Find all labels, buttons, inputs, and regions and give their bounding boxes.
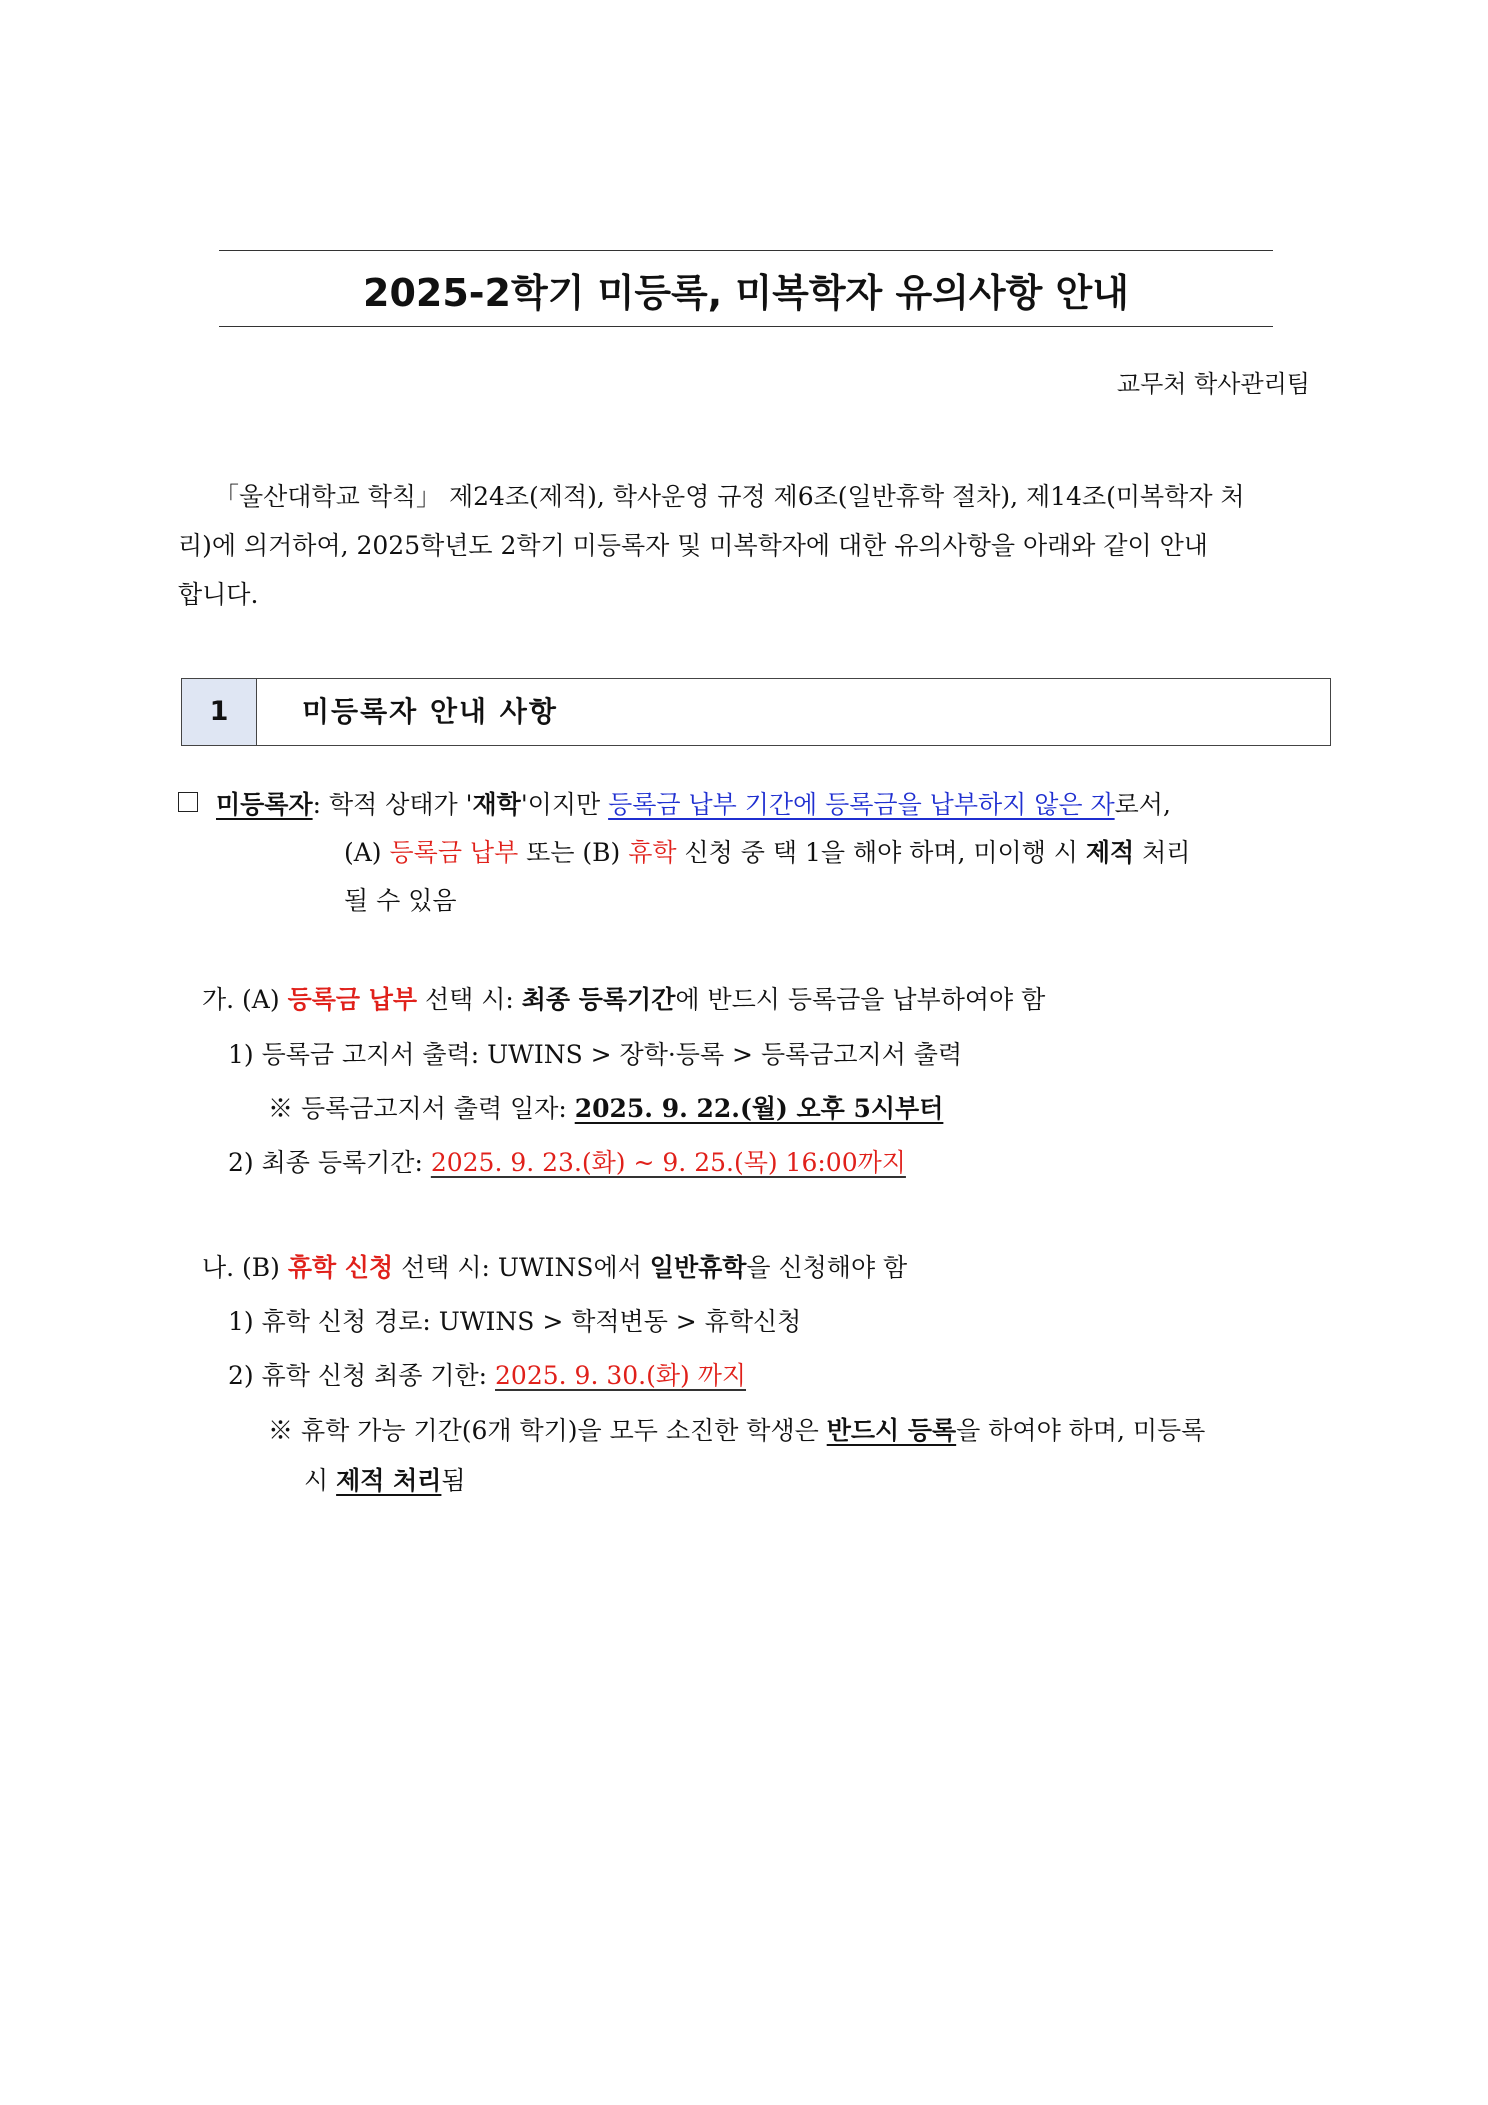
unpaid-phrase: 등록금 납부 기간에 등록금을 납부하지 않은 자 [608,790,1115,819]
intro-paragraph [178,472,1310,619]
notice-print-date: 2025. 9. 22.(월) 오후 5시부터 [574,1094,944,1123]
status-word: 재학 [472,790,521,819]
option-b-note-line-2: 시 제적 처리됨 [304,1466,466,1495]
definition-line-2: (A) 등록금 납부 또는 (B) 휴학 신청 중 택 1을 해야 하며, 미이행 시 제적 처리 [344,838,1191,867]
option-b-heading: 나. (B) 휴학 신청 선택 시: UWINS에서 일반휴학을 신청해야 함 [202,1253,908,1282]
expel-word: 제적 [1085,838,1135,867]
option-a-heading: 가. (A) 등록금 납부 선택 시: 최종 등록기간에 반드시 등록금을 납부하여야 함 [202,985,1046,1014]
option-b-item-1: 1) 휴학 신청 경로: UWINS > 학적변동 > 휴학신청 [228,1307,802,1336]
option-a-bold: 최종 등록기간 [521,985,676,1014]
definition-line-3: 될 수 있음 [344,886,457,915]
option-b-highlight: 휴학 신청 [287,1253,394,1282]
option-b-item-2: 2) 휴학 신청 최종 기한: 2025. 9. 30.(화) 까지 [228,1361,747,1390]
option-a-highlight: 등록금 납부 [287,985,418,1014]
leave-deadline: 2025. 9. 30.(화) 까지 [495,1361,747,1390]
option-a-item-1: 1) 등록금 고지서 출력: UWINS > 장학·등록 > 등록금고지서 출력 [228,1040,963,1069]
pay-option-highlight: 등록금 납부 [389,838,519,867]
department-label: 교무처 학사관리팀 [1116,370,1310,398]
final-registration-period: 2025. 9. 23.(화) ~ 9. 25.(목) 16:00까지 [430,1148,906,1177]
intro-line-2: 리)에 의거하여, 2025학년도 2학기 미등록자 및 미복학자에 대한 유의사항을 아래와 같이 안내 [178,531,1208,560]
option-b-note-line-1: ※ 휴학 가능 기간(6개 학기)을 모두 소진한 학생은 반드시 등록을 하여야 하며, 미등록 [268,1416,1206,1445]
section-number: 1 [182,679,257,745]
section-title: 미등록자 안내 사항 [302,695,558,728]
leave-option-highlight: 휴학 [628,838,677,867]
definition-line-1: 미등록자: 학적 상태가 '재학'이지만 등록금 납부 기간에 등록금을 납부하지 않은 자로서, [178,785,1171,821]
checkbox-square-icon [178,792,198,812]
expulsion-phrase: 제적 처리 [336,1466,442,1495]
must-register-phrase: 반드시 등록 [826,1416,957,1445]
intro-line-3: 합니다. [178,580,259,609]
option-a-item-2: 2) 최종 등록기간: 2025. 9. 23.(화) ~ 9. 25.(목) 16:00까지 [228,1148,906,1177]
option-a-note: ※ 등록금고지서 출력 일자: 2025. 9. 22.(월) 오후 5시부터 [268,1094,944,1123]
option-b-bold: 일반휴학 [649,1253,747,1282]
title-bottom-rule [219,326,1273,327]
intro-line-1: 「울산대학교 학칙」 제24조(제적), 학사운영 규정 제6조(일반휴학 절차), 제14조(미복학자 처 [214,482,1245,511]
section-1-header [181,678,1331,746]
page-title: 2025-2학기 미등록, 미복학자 유의사항 안내 [363,271,1129,315]
title-top-rule [219,250,1273,251]
definition-term: 미등록자 [216,790,313,819]
